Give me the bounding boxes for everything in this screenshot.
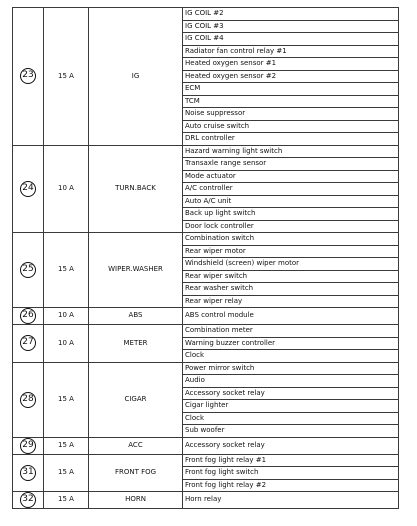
protected-component: ECM [183,83,399,96]
protected-component: Clock [183,412,399,425]
protected-component: IG COIL #2 [183,8,399,21]
protected-component: Accessory socket relay [183,437,399,454]
fuse-amperage: 15 A [44,8,89,146]
fuse-number-cell [13,8,44,146]
fuse-name: TURN.BACK [89,145,183,233]
table-row [13,437,399,454]
fuse-table [12,7,399,509]
protected-component: Hazard warning light switch [183,145,399,158]
protected-component: Rear wiper relay [183,295,399,308]
protected-component: Clock [183,350,399,363]
fuse-amperage: 15 A [44,492,89,509]
fuse-name: METER [89,325,183,363]
fuse-name: HORN [89,492,183,509]
protected-component: Front fog light relay #2 [183,479,399,492]
protected-component: Front fog light switch [183,467,399,480]
table-row [13,233,399,246]
protected-component: Windshield (screen) wiper motor [183,258,399,271]
fuse-number: 32 [20,492,36,508]
protected-component: Rear wiper switch [183,270,399,283]
protected-component: Sub woofer [183,425,399,438]
fuse-amperage: 15 A [44,454,89,492]
fuse-amperage: 15 A [44,362,89,437]
table-row [13,362,399,375]
fuse-number: 24 [20,181,36,197]
fuse-number: 31 [20,465,36,481]
table-row [13,8,399,21]
fuse-name: IG [89,8,183,146]
protected-component: Combination switch [183,233,399,246]
protected-component: Horn relay [183,492,399,509]
fuse-amperage: 10 A [44,308,89,325]
fuse-number-cell [13,325,44,363]
protected-component: Rear wiper motor [183,245,399,258]
table-row [13,308,399,325]
fuse-amperage: 15 A [44,437,89,454]
fuse-number-cell [13,145,44,233]
table-row [13,454,399,467]
table-row [13,145,399,158]
fuse-number: 25 [20,262,36,278]
fuse-amperage: 10 A [44,145,89,233]
protected-component: Auto cruise switch [183,120,399,133]
protected-component: IG COIL #3 [183,20,399,33]
protected-component: Combination meter [183,325,399,338]
fuse-number: 26 [20,308,36,324]
protected-component: Heated oxygen sensor #2 [183,70,399,83]
protected-component: Door lock controller [183,220,399,233]
protected-component: Rear washer switch [183,283,399,296]
table-row [13,325,399,338]
fuse-name: WIPER.WASHER [89,233,183,308]
fuse-amperage: 10 A [44,325,89,363]
protected-component: Noise suppressor [183,108,399,121]
fuse-number-cell [13,454,44,492]
protected-component: IG COIL #4 [183,33,399,46]
protected-component: DRL controller [183,133,399,146]
fuse-name: FRONT FOG [89,454,183,492]
fuse-number: 28 [20,392,36,408]
fuse-number: 27 [20,335,36,351]
protected-component: A/C controller [183,183,399,196]
fuse-name: ABS [89,308,183,325]
protected-component: Transaxle range sensor [183,158,399,171]
protected-component: Heated oxygen sensor #1 [183,58,399,71]
protected-component: Back up light switch [183,208,399,221]
protected-component: Warning buzzer controller [183,337,399,350]
table-row [13,492,399,509]
fuse-name: CIGAR [89,362,183,437]
protected-component: Power mirror switch [183,362,399,375]
fuse-number-cell [13,437,44,454]
fuse-table-body [13,8,399,509]
protected-component: ABS control module [183,308,399,325]
fuse-number-cell [13,308,44,325]
fuse-name: ACC [89,437,183,454]
fuse-number: 29 [20,438,36,454]
protected-component: Mode actuator [183,170,399,183]
fuse-number-cell [13,362,44,437]
protected-component: Accessory socket relay [183,387,399,400]
fuse-number: 23 [20,68,36,84]
fuse-number-cell [13,492,44,509]
protected-component: TCM [183,95,399,108]
protected-component: Audio [183,375,399,388]
protected-component: Front fog light relay #1 [183,454,399,467]
protected-component: Auto A/C unit [183,195,399,208]
protected-component: Radiator fan control relay #1 [183,45,399,58]
fuse-amperage: 15 A [44,233,89,308]
fuse-number-cell [13,233,44,308]
protected-component: Cigar lighter [183,400,399,413]
